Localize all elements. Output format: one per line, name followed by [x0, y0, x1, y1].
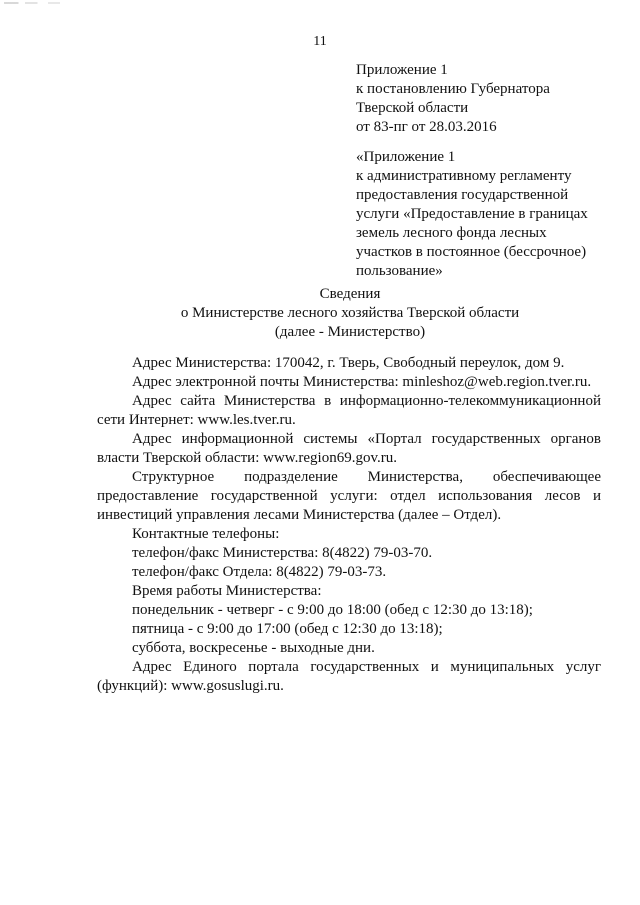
phone-department-paragraph [97, 563, 601, 582]
appendix-reference-line: предоставления государственной [356, 187, 569, 203]
scan-artifact [4, 2, 84, 4]
info-system-line-2: власти Тверской области: www.region69.gov.ru. [97, 450, 397, 466]
appendix-reference-line: участков в постоянное (бессрочное) [356, 244, 587, 260]
phones-heading: Контактные телефоны: [132, 526, 280, 542]
appendix-header-line: к постановлению Губернатора [356, 81, 550, 97]
site-paragraph [97, 392, 601, 430]
appendix-header [356, 61, 626, 137]
appendix-reference-line: земель лесного фонда лесных [356, 225, 547, 241]
document-body [97, 354, 601, 696]
hours-weekend: суббота, воскресенье - выходные дни. [132, 640, 375, 656]
title-line: Сведения [319, 286, 381, 302]
portal-paragraph [97, 658, 601, 696]
division-line-2: предоставление государственной услуги: отдел использования лесов и [97, 488, 601, 504]
phones-heading-paragraph [97, 525, 601, 544]
hours-heading-paragraph [97, 582, 601, 601]
hours-weekend-paragraph [97, 639, 601, 658]
phone-ministry: телефон/факс Министерства: 8(4822) 79-03-70. [132, 545, 433, 561]
portal-line-2: (функций): www.gosuslugi.ru. [97, 678, 284, 694]
appendix-reference-line: «Приложение 1 [356, 149, 456, 165]
site-line-2: сети Интернет: www.les.tver.ru. [97, 412, 296, 428]
division-line-1: Структурное подразделение Министерства, обеспечивающее [132, 469, 601, 485]
document-title [100, 285, 600, 342]
hours-heading: Время работы Министерства: [132, 583, 322, 599]
info-system-paragraph [97, 430, 601, 468]
appendix-reference-line: к административному регламенту [356, 168, 572, 184]
email-paragraph [97, 373, 601, 392]
appendix-reference-line: пользование» [356, 263, 443, 279]
phone-department: телефон/факс Отдела: 8(4822) 79-03-73. [132, 564, 387, 580]
info-system-line-1: Адрес информационной системы «Портал государственных органов [132, 431, 601, 447]
page-number: 11 [313, 34, 327, 49]
address-paragraph [97, 354, 601, 373]
email-line: Адрес электронной почты Министерства: minleshoz@web.region.tver.ru. [132, 374, 592, 390]
appendix-header-line: Тверской области [356, 100, 469, 116]
hours-fri: пятница - с 9:00 до 17:00 (обед с 12:30 до 13:18); [132, 621, 443, 637]
division-line-3: инвестиций управления лесами Министерства (далее – Отдел). [97, 507, 502, 523]
site-line-1: Адрес сайта Министерства в информационно-телекоммуникационной [132, 393, 601, 409]
appendix-reference-line: услуги «Предоставление в границах [356, 206, 588, 222]
appendix-header-line: Приложение 1 [356, 62, 448, 78]
division-paragraph [97, 468, 601, 525]
address-line: Адрес Министерства: 170042, г. Тверь, Свободный переулок, дом 9. [132, 355, 565, 371]
hours-mon-thu-paragraph [97, 601, 601, 620]
title-line: о Министерстве лесного хозяйства Тверской области [180, 305, 520, 321]
appendix-header-line: от 83-пг от 28.03.2016 [356, 119, 497, 135]
phone-ministry-paragraph [97, 544, 601, 563]
appendix-reference [356, 148, 626, 281]
portal-line-1: Адрес Единого портала государственных и муниципальных услуг [132, 659, 601, 675]
hours-fri-paragraph [97, 620, 601, 639]
hours-mon-thu: понедельник - четверг - с 9:00 до 18:00 (обед с 12:30 до 13:18); [132, 602, 533, 618]
title-line: (далее - Министерство) [274, 324, 426, 340]
